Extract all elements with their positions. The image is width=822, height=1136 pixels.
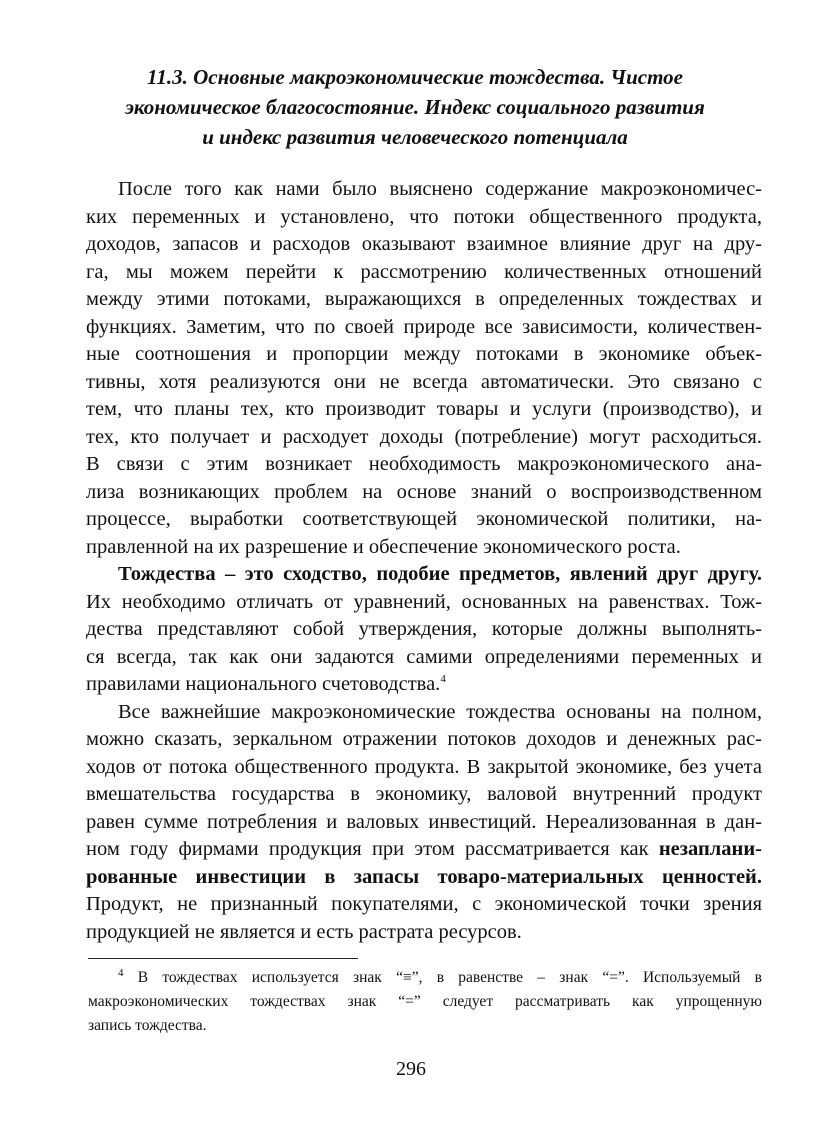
text-line: равен сумме потребления и валовых инвестиций. Нереализованная в дан- xyxy=(86,810,762,833)
text-line: Продукт, не признанный покупателями, с экономической точки зрения xyxy=(86,893,762,915)
text-line: га, мы можем перейти к рассмотрению количественных отношений xyxy=(86,260,762,283)
text-line: функциях. Заметим, что по своей природе все зависимости, количествен- xyxy=(86,315,762,338)
text-line: ные соотношения и пропорции между потоками в экономике объек- xyxy=(86,343,762,365)
text-fragment: В тождествах используется знак “≡”, в равенстве – знак “=”. Используемый в xyxy=(123,969,762,986)
paragraph-macro-identities xyxy=(86,699,762,947)
footnote-line xyxy=(88,966,762,990)
text-line: тех, кто получает и расходует доходы (потребление) могут расходиться. xyxy=(86,425,762,448)
text-line: продукцией не является и есть растрата ресурсов. xyxy=(86,920,522,943)
heading-line: экономическое благосостояние. Индекс социального развития xyxy=(125,95,705,119)
footnote-line: запись тождества. xyxy=(88,1017,207,1034)
body-text xyxy=(86,176,762,946)
bold-term-line: рованные инвестиции в запасы товаро-материальных ценностей. xyxy=(86,865,762,888)
text-line: процессе, выработки соответствующей экономической политики, на- xyxy=(86,508,762,530)
text-line: Их необходимо отличать от уравнений, основанных на равенствах. Тож- xyxy=(86,590,762,613)
text-line: В связи с этим возникает необходимость макроэкономического ана- xyxy=(86,453,762,475)
heading-line: 11.3. Основные макроэкономические тождества. Чистое xyxy=(147,65,683,89)
paragraph-identities-definition xyxy=(86,561,762,699)
text-line: между этими потоками, выражающихся в определенных тождествах и xyxy=(86,288,762,310)
text-line: После того как нами было выяснено содержание макроэкономичес- xyxy=(118,178,762,200)
text-line: ходов от потока общественного продукта. В закрытой экономике, без учета xyxy=(86,755,762,778)
text-line xyxy=(86,836,762,864)
text-line: тем, что планы тех, кто производит товары и услуги (производство), и xyxy=(86,398,762,420)
text-line: ких переменных и установлено, что потоки общественного продукта, xyxy=(86,205,762,228)
text-line: доходов, запасов и расходов оказывают взаимное влияние друг на дру- xyxy=(86,233,762,255)
text-fragment: правилами национального счетоводства. xyxy=(86,673,441,695)
text-line: дества представляют собой утверждения, которые должны выполнять- xyxy=(86,618,762,640)
text-line: правленной на их разрешение и обеспечение экономического роста. xyxy=(86,535,681,558)
text-line: Все важнейшие макроэкономические тождества основаны на полном, xyxy=(118,700,762,723)
text-fragment: ном году фирмами продукция при этом рассматривается как xyxy=(86,838,659,860)
footnote-reference[interactable]: 4 xyxy=(440,673,446,686)
footnote-line: макроэкономических тождествах знак “=” следует рассматривать как упрощенную xyxy=(88,993,762,1010)
bold-term: незаплани- xyxy=(658,838,762,860)
footnote-mark: 4 xyxy=(118,966,124,979)
text-line: вмешательства государства в экономику, валовой внутренний продукт xyxy=(86,783,762,805)
definition-line: Тождества – это сходство, подобие предметов, явлений друг другу. xyxy=(118,563,762,585)
section-heading xyxy=(90,62,740,152)
text-line: тивны, хотя реализуются они не всегда автоматически. Это связано с xyxy=(86,370,762,393)
footnote xyxy=(88,966,762,1038)
text-line: лиза возникающих проблем на основе знаний о воспроизводственном xyxy=(86,480,762,503)
page-number: 296 xyxy=(396,1058,426,1080)
text-line xyxy=(86,671,762,699)
paragraph-intro xyxy=(86,176,762,561)
text-line: ся всегда, так как они задаются самими определениями переменных и xyxy=(86,645,762,668)
text-line: можно сказать, зеркальном отражении потоков доходов и денежных рас- xyxy=(86,728,762,750)
footnote-divider xyxy=(88,958,358,959)
heading-line: и индекс развития человеческого потенциала xyxy=(202,125,628,149)
